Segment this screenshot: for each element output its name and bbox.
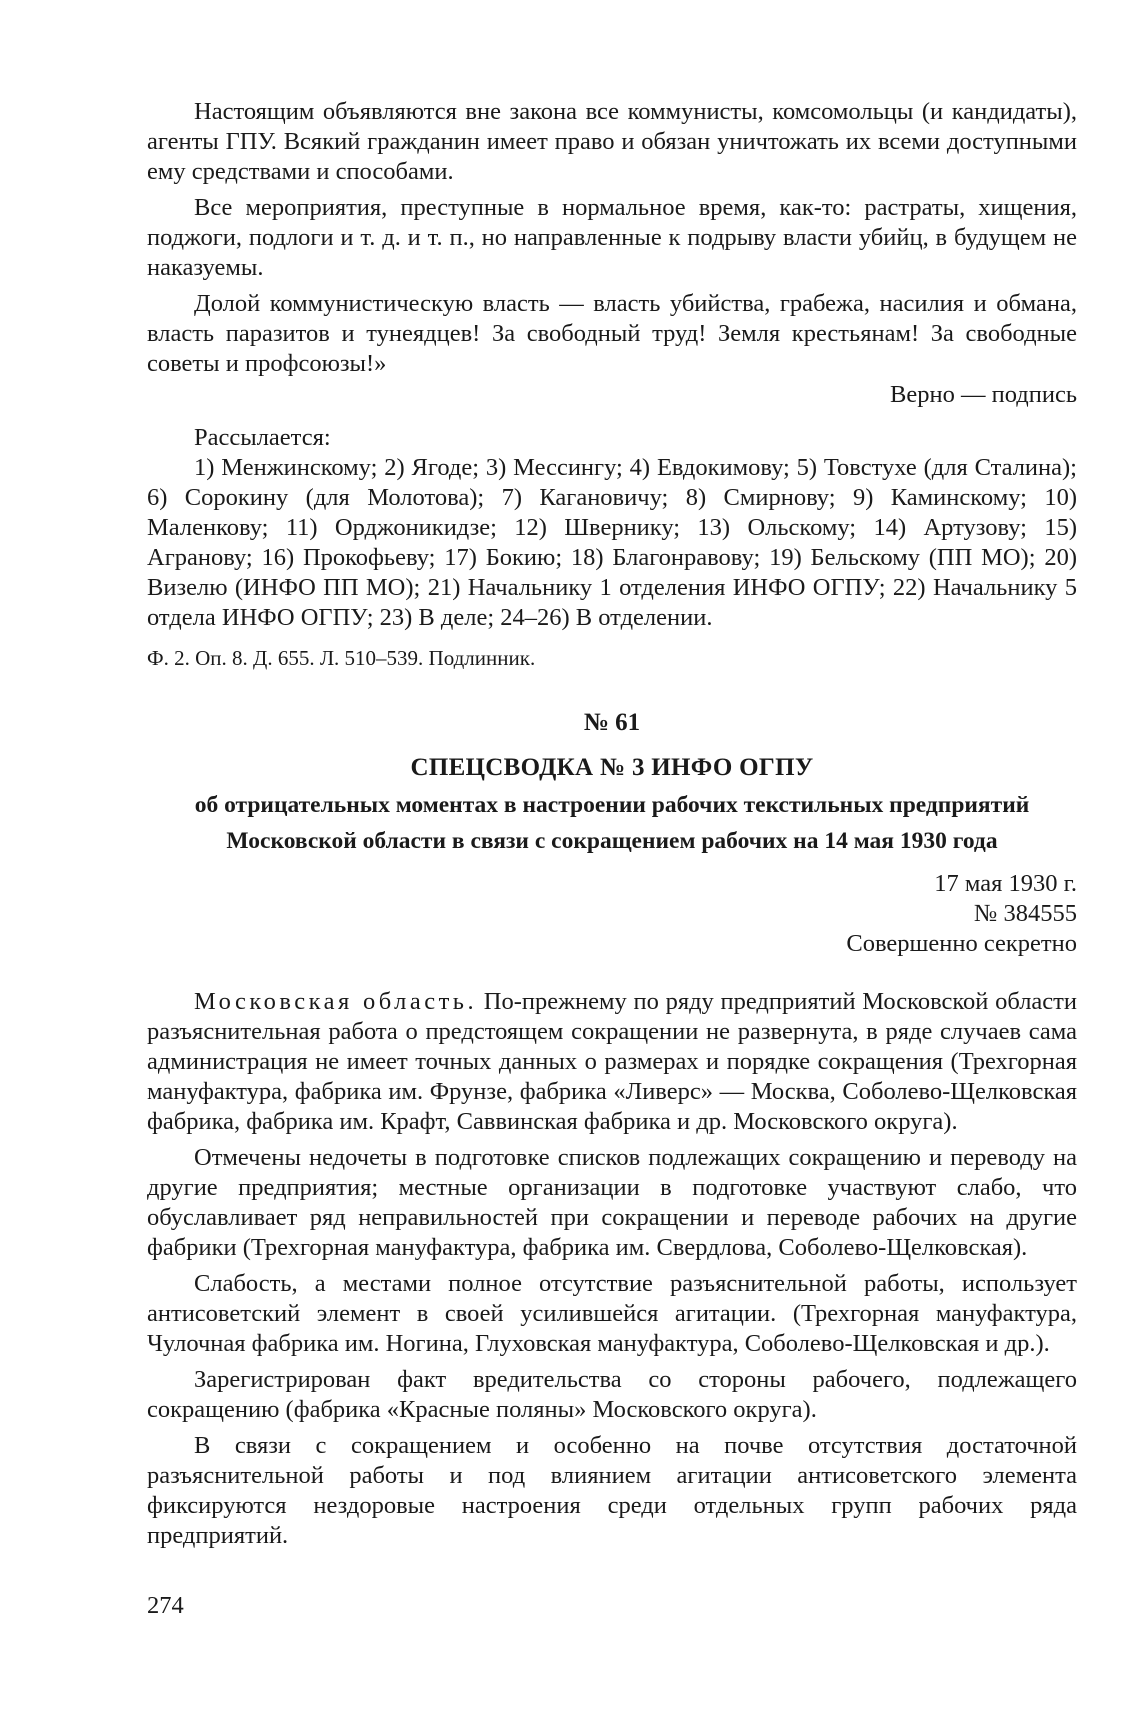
document-subtitle-line-2: Московской области в связи с сокращением рабочих на 14 мая 1930 года [226, 828, 998, 854]
document-page [147, 97, 1077, 1551]
body-paragraph-5: В связи с сокращением и особенно на почве отсутствия достаточной разъяснительной работы и под влиянием агитации антисоветского элемента фиксируются нездоровые настроения среди отдельных групп рабочих ряда предприятий. [147, 1432, 1077, 1549]
distribution-list: 1) Менжинскому; 2) Ягоде; 3) Мессингу; 4) Евдокимову; 5) Товстухе (для Сталина); 6) Сорокину (для Молотова); 7) Кагановичу; 8) Смирнову; 9) Каминскому; 10) Маленкову; 11) Орджоникидзе; 12) Швернику; 13) Ольскому; 14) Артузову; 15) Агранову; 16) Прокофьеву; 17) Бокию; 18) Благонравову; 19) Бельскому (ПП МО); 20) Визелю (ИНФО ПП МО); 21) Начальнику 1 отделения ИНФО ОГПУ; 22) Начальнику 5 отдела ИНФО ОГПУ; 23) В деле; 24–26) В отделении. [147, 454, 1077, 631]
body-paragraph-1-text: По-прежнему по ряду предприятий Московской области разъяснительная работа о предстоящем сокращении не развернута, в ряде случаев сама администрация не имеет точных данных о размерах и порядке сокращения (Трехгорная мануфактура, фабрика им. Фрунзе, фабрика «Ливерс» — Москва, Соболево-Щелковская фабрика, фабрика им. Крафт, Саввинская фабрика и др. Московского округа). [147, 988, 1077, 1135]
classification-mark: Совершенно секретно [846, 930, 1077, 957]
archive-reference: Ф. 2. Оп. 8. Д. 655. Л. 510–539. Подлинник. [147, 646, 536, 670]
document-title: СПЕЦСВОДКА № 3 ИНФО ОГПУ [410, 754, 814, 781]
distribution-label: Рассылается: [194, 424, 331, 451]
document-subtitle-line-1: об отрицательных моментах в настроении рабочих текстильных предприятий [194, 792, 1030, 818]
document-subtitle [147, 787, 1077, 859]
document-date: 17 мая 1930 г. [934, 870, 1077, 897]
intro-paragraph-2: Все мероприятия, преступные в нормальное время, как-то: растраты, хищения, поджоги, подлоги и т. д. и т. п., но направленные к подрыву власти убийц, в будущем не наказуемы. [147, 194, 1077, 281]
body-paragraph-2: Отмечены недочеты в подготовке списков подлежащих сокращению и переводу на другие предприятия; местные организации в подготовке участвуют слабо, что обуславливает ряд неправильностей при сокращении и переводе рабочих на другие фабрики (Трехгорная мануфактура, фабрика им. Свердлова, Соболево-Щелковская). [147, 1144, 1077, 1261]
region-label: Московская область. [194, 988, 478, 1015]
body-paragraph-4: Зарегистрирован факт вредительства со стороны рабочего, подлежащего сокращению (фабрика «Красные поляны» Московского округа). [147, 1366, 1077, 1423]
body-paragraph-1 [147, 987, 1077, 1137]
signature-line: Верно — подпись [890, 381, 1077, 408]
registration-number: № 384555 [973, 900, 1077, 927]
document-number: № 61 [583, 709, 641, 736]
document-meta [147, 869, 1077, 959]
body-paragraph-3: Слабость, а местами полное отсутствие разъяснительной работы, использует антисоветский элемент в своей усилившейся агитации. (Трехгорная мануфактура, Чулочная фабрика им. Ногина, Глуховская мануфактура, Соболево-Щелковская и др.). [147, 1270, 1077, 1357]
intro-paragraph-1: Настоящим объявляются вне закона все коммунисты, комсомольцы (и кандидаты), агенты ГПУ. Всякий гражданин имеет право и обязан уничтожать их всеми доступными ему средствами и способами. [147, 98, 1077, 185]
page-number: 274 [147, 1592, 184, 1619]
intro-paragraph-3: Долой коммунистическую власть — власть убийства, грабежа, насилия и обмана, власть паразитов и тунеядцев! За свободный труд! Земля крестьянам! За свободные советы и профсоюзы!» [147, 290, 1077, 377]
